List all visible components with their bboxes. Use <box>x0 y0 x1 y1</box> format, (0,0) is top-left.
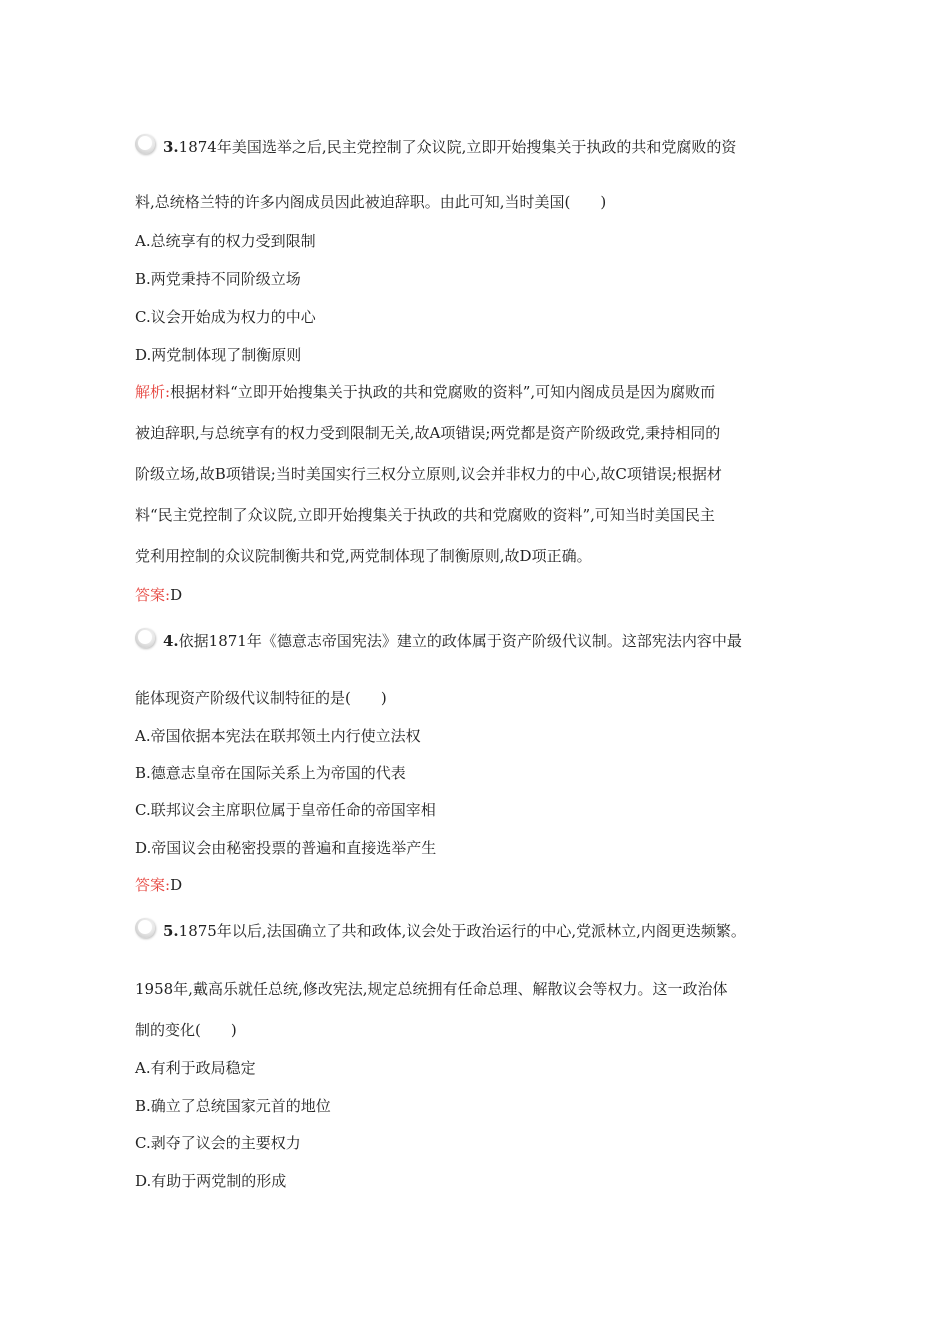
question-number: 4. <box>163 632 179 650</box>
question-stem: 1875年以后,法国确立了共和政体,议会处于政治运行的中心,党派林立,内阁更迭频繁。 <box>178 922 746 940</box>
analysis-line-4: 料“民主党控制了众议院,立即开始搜集关于执政的共和党腐败的资料”,可知当时美国民主 <box>135 506 715 524</box>
answer-value: D <box>170 876 183 894</box>
question-3-line1 <box>135 134 736 157</box>
option-a: A.帝国依据本宪法在联邦领土内行使立法权 <box>135 727 421 745</box>
option-c: C.议会开始成为权力的中心 <box>135 308 316 326</box>
option-d: D.有助于两党制的形成 <box>135 1172 287 1190</box>
question-5-line3: 制的变化( ) <box>135 1021 237 1039</box>
analysis-line-5: 党利用控制的众议院制衡共和党,两党制体现了制衡原则,故D项正确。 <box>135 547 592 565</box>
question-marker-icon <box>135 628 157 650</box>
option-b: B.两党秉持不同阶级立场 <box>135 270 301 288</box>
analysis-line-1 <box>135 382 715 402</box>
answer-line <box>135 875 182 895</box>
option-d: D.帝国议会由秘密投票的普遍和直接选举产生 <box>135 839 437 857</box>
option-a: A.有利于政局稳定 <box>135 1059 256 1077</box>
option-d: D.两党制体现了制衡原则 <box>135 346 302 364</box>
analysis-line-2: 被迫辞职,与总统享有的权力受到限制无关,故A项错误;两党都是资产阶级政党,秉持相同的 <box>135 424 721 442</box>
question-number: 3. <box>163 138 179 156</box>
question-marker-icon <box>135 134 157 156</box>
question-4-line2: 能体现资产阶级代议制特征的是( ) <box>135 689 387 707</box>
question-marker-icon <box>135 918 157 940</box>
answer-value: D <box>170 586 183 604</box>
answer-label: 答案: <box>135 586 171 604</box>
question-number: 5. <box>163 922 179 940</box>
analysis-text: 根据材料“立即开始搜集关于执政的共和党腐败的资料”,可知内阁成员是因为腐败而 <box>170 383 716 401</box>
question-3-line2: 料,总统格兰特的许多内阁成员因此被迫辞职。由此可知,当时美国( ) <box>135 193 607 211</box>
answer-line <box>135 585 182 605</box>
analysis-line-3: 阶级立场,故B项错误;当时美国实行三权分立原则,议会并非权力的中心,故C项错误;根据材 <box>135 465 722 483</box>
answer-label: 答案: <box>135 876 171 894</box>
question-stem: 依据1871年《德意志帝国宪法》建立的政体属于资产阶级代议制。这部宪法内容中最 <box>178 632 742 650</box>
question-5-line2: 1958年,戴高乐就任总统,修改宪法,规定总统拥有任命总理、解散议会等权力。这一政治体 <box>135 980 728 998</box>
question-stem: 1874年美国选举之后,民主党控制了众议院,立即开始搜集关于执政的共和党腐败的资 <box>178 138 737 156</box>
analysis-label: 解析: <box>135 383 171 401</box>
option-c: C.剥夺了议会的主要权力 <box>135 1134 301 1152</box>
option-b: B.确立了总统国家元首的地位 <box>135 1097 331 1115</box>
option-b: B.德意志皇帝在国际关系上为帝国的代表 <box>135 764 406 782</box>
question-5-line1 <box>135 918 746 941</box>
option-a: A.总统享有的权力受到限制 <box>135 232 316 250</box>
question-4-line1 <box>135 628 742 651</box>
option-c: C.联邦议会主席职位属于皇帝任命的帝国宰相 <box>135 801 436 819</box>
